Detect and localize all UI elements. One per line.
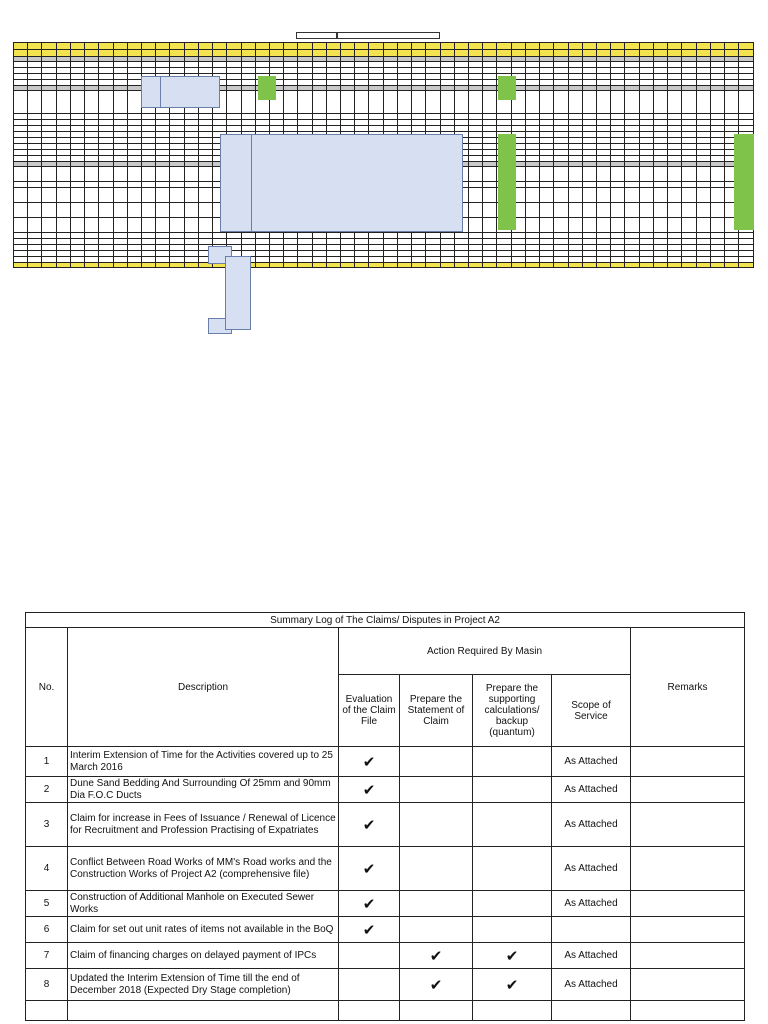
header-scope: Scope of Service bbox=[552, 675, 631, 747]
table-title: Summary Log of The Claims/ Disputes in Project A2 bbox=[26, 613, 745, 628]
table-row bbox=[26, 747, 745, 777]
row-calculations-check bbox=[473, 803, 552, 847]
row-remarks bbox=[631, 847, 745, 891]
row-scope: As Attached bbox=[552, 943, 631, 969]
table-row bbox=[26, 969, 745, 1001]
table-row bbox=[26, 847, 745, 891]
sheet-header-box bbox=[336, 32, 440, 39]
row-number: 4 bbox=[26, 847, 68, 891]
row-remarks bbox=[631, 891, 745, 917]
activity-block bbox=[160, 76, 220, 108]
row-remarks bbox=[631, 969, 745, 1001]
row-calculations-check: ✔ bbox=[473, 969, 552, 1001]
row-statement-check bbox=[400, 777, 473, 803]
row-evaluation-check: ✔ bbox=[339, 847, 400, 891]
row-description: Claim for set out unit rates of items not available in the BoQ bbox=[68, 917, 339, 943]
row-evaluation-check: ✔ bbox=[339, 803, 400, 847]
table-row bbox=[26, 891, 745, 917]
row-scope bbox=[552, 917, 631, 943]
claims-summary-table bbox=[25, 612, 745, 1021]
milestone-block bbox=[734, 134, 754, 230]
row-number: 7 bbox=[26, 943, 68, 969]
milestone-block bbox=[498, 134, 516, 230]
row-scope: As Attached bbox=[552, 803, 631, 847]
row-remarks bbox=[631, 803, 745, 847]
row-evaluation-check bbox=[339, 943, 400, 969]
row-description: Claim for increase in Fees of Issuance / Renewal of Licence for Recruitment and Profession Practising of Expatriates bbox=[68, 803, 339, 847]
grid-row bbox=[14, 43, 754, 50]
row-description: Updated the Interim Extension of Time till the end of December 2018 (Expected Dry Stage completion) bbox=[68, 969, 339, 1001]
row-remarks bbox=[631, 747, 745, 777]
row-evaluation-check: ✔ bbox=[339, 917, 400, 943]
row-remarks bbox=[631, 777, 745, 803]
header-statement: Prepare the Statement of Claim bbox=[400, 675, 473, 747]
activity-block bbox=[141, 76, 161, 108]
row-evaluation-check: ✔ bbox=[339, 891, 400, 917]
row-number: 8 bbox=[26, 969, 68, 1001]
row-calculations-check bbox=[473, 891, 552, 917]
table-row bbox=[26, 803, 745, 847]
row-number: 2 bbox=[26, 777, 68, 803]
row-number: 6 bbox=[26, 917, 68, 943]
grid-row bbox=[14, 50, 754, 57]
sheet-header-box bbox=[296, 32, 338, 39]
row-evaluation-check bbox=[339, 969, 400, 1001]
row-remarks bbox=[631, 943, 745, 969]
activity-block bbox=[251, 134, 463, 232]
row-statement-check: ✔ bbox=[400, 943, 473, 969]
activity-block bbox=[225, 256, 251, 330]
header-description: Description bbox=[68, 628, 339, 747]
row-calculations-check bbox=[473, 777, 552, 803]
row-scope: As Attached bbox=[552, 891, 631, 917]
header-remarks: Remarks bbox=[631, 628, 745, 747]
row-description: Claim of financing charges on delayed payment of IPCs bbox=[68, 943, 339, 969]
row-number: 3 bbox=[26, 803, 68, 847]
row-description: Conflict Between Road Works of MM's Road works and the Construction Works of Project A2 (comprehensive file) bbox=[68, 847, 339, 891]
grid-row bbox=[14, 263, 754, 268]
table-row bbox=[26, 777, 745, 803]
row-statement-check bbox=[400, 747, 473, 777]
header-action-group: Action Required By Masin bbox=[339, 628, 631, 675]
row-calculations-check bbox=[473, 917, 552, 943]
row-scope: As Attached bbox=[552, 847, 631, 891]
row-evaluation-check: ✔ bbox=[339, 747, 400, 777]
row-calculations-check bbox=[473, 847, 552, 891]
header-evaluation: Evaluation of the Claim File bbox=[339, 675, 400, 747]
row-remarks bbox=[631, 917, 745, 943]
row-evaluation-check: ✔ bbox=[339, 777, 400, 803]
milestone-block bbox=[498, 76, 516, 100]
row-calculations-check: ✔ bbox=[473, 943, 552, 969]
row-calculations-check bbox=[473, 747, 552, 777]
row-number: 5 bbox=[26, 891, 68, 917]
header-calculations: Prepare the supporting calculations/ backup (quantum) bbox=[473, 675, 552, 747]
row-statement-check bbox=[400, 803, 473, 847]
row-scope: As Attached bbox=[552, 969, 631, 1001]
table-row bbox=[26, 1001, 745, 1021]
row-statement-check bbox=[400, 917, 473, 943]
table-row bbox=[26, 917, 745, 943]
header-no: No. bbox=[26, 628, 68, 747]
gantt-sheet-thumbnail bbox=[13, 28, 756, 348]
grid-row bbox=[14, 91, 754, 114]
row-scope: As Attached bbox=[552, 777, 631, 803]
row-statement-check bbox=[400, 847, 473, 891]
row-statement-check bbox=[400, 891, 473, 917]
row-description: Dune Sand Bedding And Surrounding Of 25mm and 90mm Dia F.O.C Ducts bbox=[68, 777, 339, 803]
row-scope: As Attached bbox=[552, 747, 631, 777]
milestone-block bbox=[258, 76, 276, 100]
row-description: Construction of Additional Manhole on Executed Sewer Works bbox=[68, 891, 339, 917]
table-row bbox=[26, 943, 745, 969]
row-statement-check: ✔ bbox=[400, 969, 473, 1001]
row-number: 1 bbox=[26, 747, 68, 777]
activity-block bbox=[220, 134, 252, 232]
row-description: Interim Extension of Time for the Activities covered up to 25 March 2016 bbox=[68, 747, 339, 777]
